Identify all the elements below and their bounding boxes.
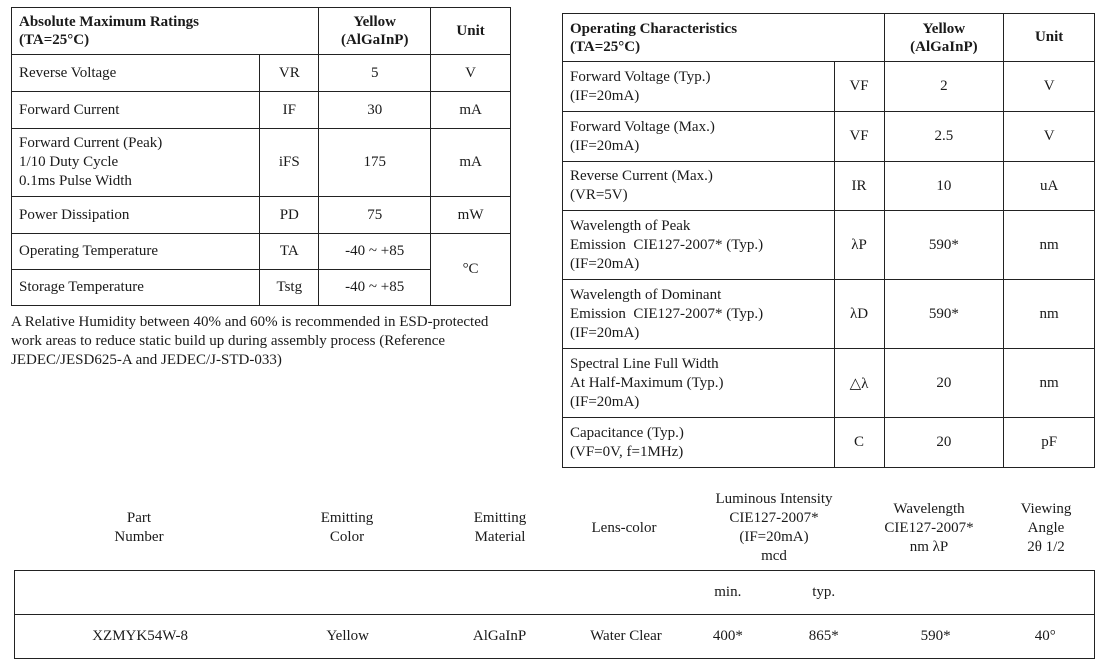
part-number: XZMYK54W-8 (92, 628, 189, 644)
esd-note: A Relative Humidity between 40% and 60% is recommended in ESD-protected work areas to reduce static build up during assembly process (Reference JEDEC/JESD625-A and JEDEC/J-STD-033) (11, 314, 489, 368)
abs-unit-header: Unit (431, 8, 511, 55)
header-lens-color: Lens-color (591, 520, 657, 536)
typ-label: typ. (773, 571, 875, 615)
table-row: Forward Voltage (Max.) (IF=20mA) VF 2.5 V (563, 112, 1095, 162)
abs-color-header: Yellow (AlGaInP) (319, 8, 431, 55)
op-unit-header: Unit (1004, 14, 1095, 62)
table-row: Forward Current (Peak) 1/10 Duty Cycle 0.1ms Pulse Width iFS 175 mA (12, 129, 511, 197)
subheader-row (15, 571, 1095, 615)
table-row: Operating Temperature TA -40 ~ +85 °C (12, 234, 511, 270)
table-row: Reverse Voltage VR 5 V (12, 55, 511, 92)
table-row: Forward Voltage (Typ.) (IF=20mA) VF 2 V (563, 62, 1095, 112)
header-luminous-intensity: Luminous Intensity CIE127-2007* (IF=20mA) mcd (715, 491, 833, 564)
header-viewing-angle: Viewing Angle 2θ 1/2 (1020, 501, 1072, 555)
op-color-header: Yellow (AlGaInP) (884, 14, 1004, 62)
table-row: XZMYK54W-8 Yellow AlGaInP Water Clear 400* 865* 590* 40° (15, 615, 1095, 659)
header-emitting-color: Emitting Color (320, 510, 374, 545)
header-part-number: Part Number (114, 510, 164, 545)
table-row: Capacitance (Typ.) (VF=0V, f=1MHz) C 20 pF (563, 418, 1095, 468)
min-label: min. (683, 571, 773, 615)
table-row: Power Dissipation PD 75 mW (12, 197, 511, 234)
table-row: Forward Current IF 30 mA (12, 92, 511, 129)
op-title: Operating Characteristics (TA=25°C) (563, 14, 885, 62)
table-row: Reverse Current (Max.) (VR=5V) IR 10 uA (563, 162, 1095, 211)
part-table-headers (0, 489, 1102, 569)
table-row: Spectral Line Full Width At Half-Maximum (Typ.) (IF=20mA) △λ 20 nm (563, 349, 1095, 418)
temperature-unit: °C (431, 234, 511, 306)
header-wavelength: Wavelength CIE127-2007* nm λP (884, 501, 974, 555)
table-row: Storage Temperature Tstg -40 ~ +85 (12, 270, 511, 306)
absolute-max-ratings-table (11, 7, 511, 306)
operating-characteristics-table (562, 13, 1095, 468)
abs-title: Absolute Maximum Ratings (TA=25°C) (12, 8, 319, 55)
table-row: Wavelength of Dominant Emission CIE127-2007* (Typ.) (IF=20mA) λD 590* nm (563, 280, 1095, 349)
part-selection-table (14, 570, 1095, 659)
header-emitting-material: Emitting Material (473, 510, 527, 545)
table-row: Wavelength of Peak Emission CIE127-2007* (Typ.) (IF=20mA) λP 590* nm (563, 211, 1095, 280)
